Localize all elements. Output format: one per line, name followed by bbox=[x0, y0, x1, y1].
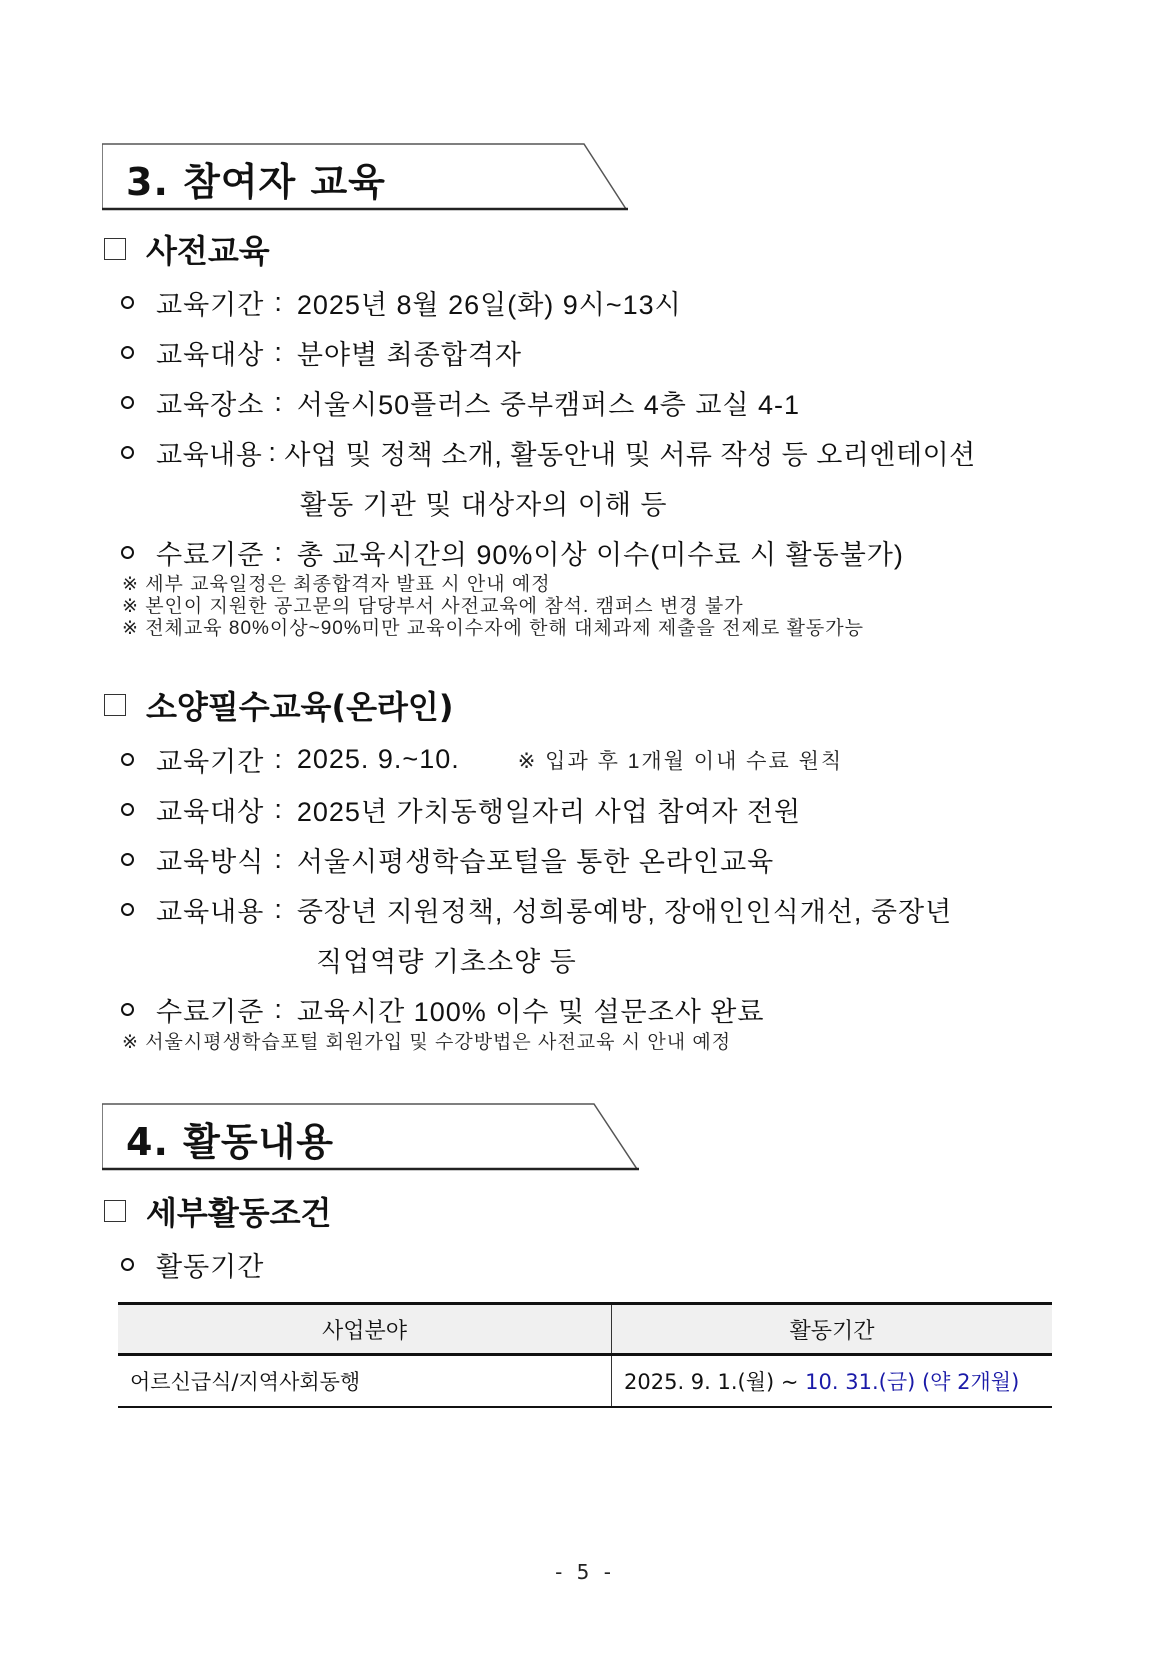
checkbox-square-icon bbox=[104, 694, 126, 716]
item-key: 교육대상 bbox=[156, 340, 265, 370]
pre-training-heading bbox=[104, 226, 270, 272]
item-key: 교육기간 bbox=[156, 290, 265, 320]
item-value: 교육시간 100% 이수 및 설문조사 완료 bbox=[296, 997, 765, 1027]
pre-training-completion bbox=[121, 533, 904, 572]
online-training-heading bbox=[104, 682, 453, 728]
item-key: 수료기준 bbox=[156, 997, 265, 1027]
bullet-circle-icon bbox=[121, 1258, 134, 1271]
online-training-method bbox=[121, 840, 774, 879]
colon-separator: : bbox=[274, 894, 283, 924]
section-3-header bbox=[102, 143, 628, 209]
online-training-content bbox=[121, 890, 952, 929]
item-key: 수료기준 bbox=[156, 540, 265, 570]
item-key: 교육대상 bbox=[156, 797, 265, 827]
activity-period-bullet bbox=[121, 1245, 264, 1284]
online-training-content-continuation: 직업역량 기초소양 등 bbox=[316, 947, 577, 977]
detail-conditions-heading-label: 세부활동조건 bbox=[146, 1194, 332, 1232]
period-end-highlight: 10. 31.(금) (약 2개월) bbox=[805, 1370, 1020, 1394]
colon-separator: : bbox=[274, 744, 283, 774]
item-value: 2025년 가치동행일자리 사업 참여자 전원 bbox=[296, 797, 802, 827]
detail-conditions-heading bbox=[104, 1188, 331, 1234]
item-value: 2025. 9.~10. bbox=[296, 744, 460, 774]
cell-business-field: 어르신급식/지역사회동행 bbox=[118, 1355, 612, 1408]
pre-training-location bbox=[121, 383, 800, 422]
colon-separator: : bbox=[274, 794, 283, 824]
item-value: 서울시평생학습포털을 통한 온라인교육 bbox=[296, 847, 775, 877]
pre-training-note-3: ※ 전체교육 80%이상~90%미만 교육이수자에 한해 대체과제 제출을 전제로 활동가능 bbox=[122, 618, 864, 639]
pre-training-period bbox=[121, 283, 682, 322]
colon-separator: : bbox=[274, 387, 283, 417]
bullet-circle-icon bbox=[121, 546, 134, 559]
header-activity-period: 활동기간 bbox=[612, 1304, 1053, 1355]
online-training-heading-label: 소양필수교육(온라인) bbox=[146, 688, 454, 726]
item-key: 교육장소 bbox=[156, 390, 265, 420]
item-key: 교육내용 bbox=[156, 440, 263, 470]
online-training-period bbox=[121, 740, 843, 779]
colon-separator: : bbox=[274, 537, 283, 567]
item-value: 2025년 8월 26일(화) 9시~13시 bbox=[296, 290, 682, 320]
activity-period-table bbox=[118, 1302, 1052, 1408]
bullet-circle-icon bbox=[121, 346, 134, 359]
bullet-circle-icon bbox=[121, 803, 134, 816]
item-value: 사업 및 정책 소개, 활동안내 및 서류 작성 등 오리엔테이션 bbox=[284, 440, 976, 470]
online-training-note-1: ※ 서울시평생학습포털 회원가입 및 수강방법은 사전교육 시 안내 예정 bbox=[122, 1032, 732, 1053]
bullet-circle-icon bbox=[121, 903, 134, 916]
pre-training-heading-label: 사전교육 bbox=[146, 232, 270, 270]
pre-training-content-continuation: 활동 기관 및 대상자의 이해 등 bbox=[300, 490, 668, 520]
item-value: 분야별 최종합격자 bbox=[296, 340, 523, 370]
bullet-circle-icon bbox=[121, 853, 134, 866]
bullet-circle-icon bbox=[121, 753, 134, 766]
section-3-title: 3. 참여자 교육 bbox=[126, 160, 386, 204]
bullet-circle-icon bbox=[121, 296, 134, 309]
pre-training-target bbox=[121, 333, 522, 372]
period-start: 2025. 9. 1.(월) ~ bbox=[624, 1370, 806, 1394]
item-value: 서울시50플러스 중부캠퍼스 4층 교실 4-1 bbox=[296, 390, 801, 420]
item-value: 중장년 지원정책, 성희롱예방, 장애인인식개선, 중장년 bbox=[296, 897, 953, 927]
bullet-circle-icon bbox=[121, 446, 134, 459]
section-4-title: 4. 활동내용 bbox=[126, 1120, 334, 1164]
bullet-circle-icon bbox=[121, 396, 134, 409]
item-key: 교육기간 bbox=[156, 747, 265, 777]
colon-separator: : bbox=[274, 287, 283, 317]
item-key: 교육내용 bbox=[156, 897, 265, 927]
header-business-field: 사업분야 bbox=[118, 1304, 612, 1355]
online-training-target bbox=[121, 790, 801, 829]
table-header-row bbox=[118, 1304, 1052, 1355]
colon-separator: : bbox=[268, 437, 277, 467]
page-number: - 5 - bbox=[555, 1560, 615, 1584]
colon-separator: : bbox=[274, 337, 283, 367]
checkbox-square-icon bbox=[104, 238, 126, 260]
item-value: 총 교육시간의 90%이상 이수(미수료 시 활동불가) bbox=[296, 540, 904, 570]
pre-training-note-2: ※ 본인이 지원한 공고문의 담당부서 사전교육에 참석. 캠퍼스 변경 불가 bbox=[122, 596, 744, 617]
cell-activity-period bbox=[612, 1355, 1053, 1408]
pre-training-note-1: ※ 세부 교육일정은 최종합격자 발표 시 안내 예정 bbox=[122, 574, 551, 595]
pre-training-content bbox=[121, 433, 976, 472]
inline-note: ※ 입과 후 1개월 이내 수료 원칙 bbox=[517, 749, 844, 773]
colon-separator: : bbox=[274, 844, 283, 874]
colon-separator: : bbox=[274, 994, 283, 1024]
item-key: 교육방식 bbox=[156, 847, 265, 877]
online-training-completion bbox=[121, 990, 764, 1029]
activity-period-label: 활동기간 bbox=[156, 1252, 265, 1282]
table-row bbox=[118, 1355, 1052, 1408]
checkbox-square-icon bbox=[104, 1200, 126, 1222]
section-4-header bbox=[102, 1103, 639, 1169]
bullet-circle-icon bbox=[121, 1003, 134, 1016]
